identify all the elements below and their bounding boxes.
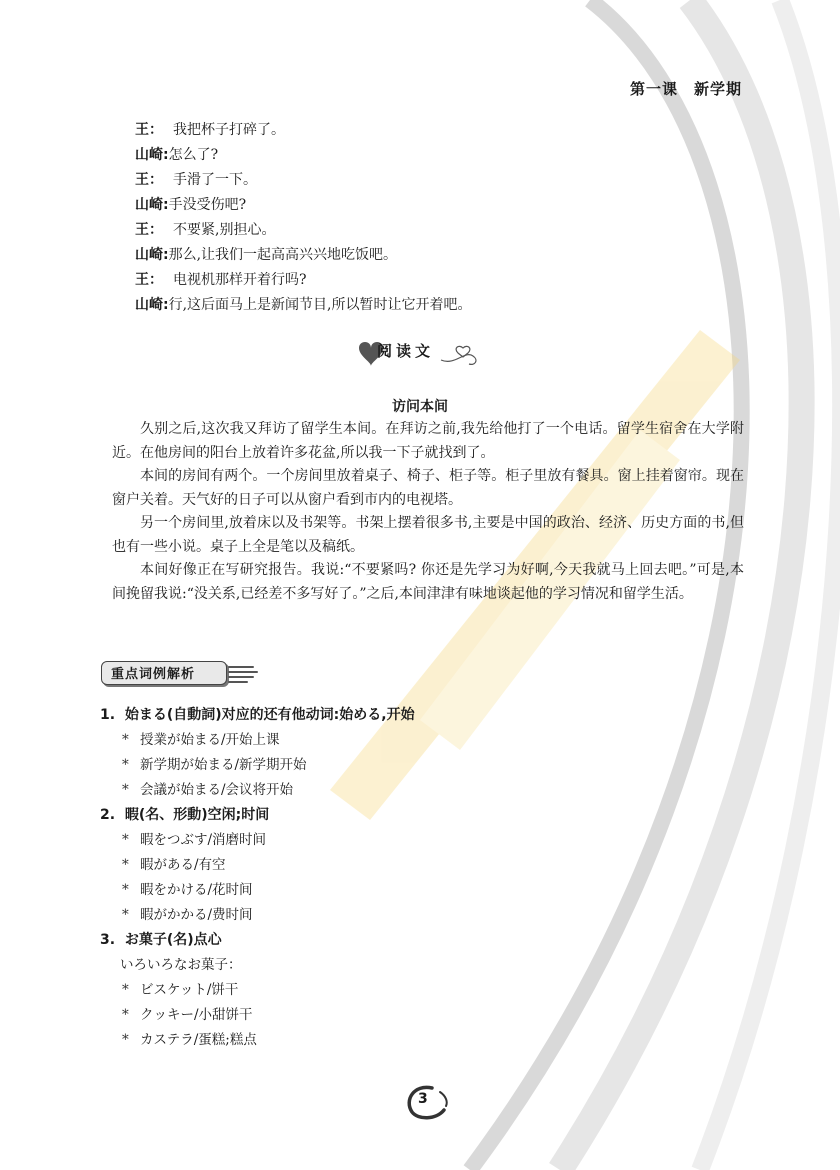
speaker: 山崎: (135, 297, 169, 313)
reading-section-badge (355, 336, 485, 370)
dialogue-line (135, 293, 755, 318)
reading-section-title: 阅读文 (377, 342, 435, 360)
paragraph: 久别之后,这次我又拜访了留学生本间。在拜访之前,我先给他打了一个电话。留学生宿舍在大学附近。在他房间的阳台上放着许多花盆,所以我一下子就找到了。 (112, 421, 744, 461)
asterisk-bullet-icon: * (122, 907, 129, 923)
speaker: 山崎: (135, 247, 169, 263)
example-item: * 暇がかかる/费时间 (100, 903, 760, 928)
dialogue-line (135, 268, 755, 293)
asterisk-bullet-icon: * (122, 832, 129, 848)
entry-number: 3. (100, 932, 116, 948)
utterance: 我把杯子打碎了。 (173, 122, 285, 138)
vocab-entry-heading (100, 928, 760, 953)
entry-number: 1. (100, 707, 116, 723)
article-title: 访问本间 (392, 399, 448, 415)
asterisk-bullet-icon: * (122, 857, 129, 873)
utterance: 电视机那样开着行吗? (173, 272, 307, 288)
key-words-badge (101, 659, 261, 687)
dialogue-block (135, 118, 755, 318)
utterance: 手滑了一下。 (173, 172, 257, 188)
vocab-entry-heading (100, 703, 760, 728)
speaker: 山崎: (135, 147, 169, 163)
entry-title: 始まる(自動詞)对应的还有他动词:始める,开始 (124, 707, 415, 723)
entry-intro: いろいろなお菓子： (120, 957, 242, 973)
entry-title: お菓子(名)点心 (124, 932, 222, 948)
example-item: * カステラ/蛋糕;糕点 (100, 1028, 760, 1053)
asterisk-bullet-icon: * (122, 782, 129, 798)
vocab-entry-heading (100, 803, 760, 828)
asterisk-bullet-icon: * (122, 882, 129, 898)
example-item: * ビスケット/饼干 (100, 978, 760, 1003)
key-words-title: 重点词例解析 (111, 667, 196, 682)
utterance: 手没受伤吧? (168, 197, 247, 213)
dialogue-line (135, 218, 755, 243)
pointing-hand-icon (227, 661, 259, 687)
dialogue-line (135, 243, 755, 268)
utterance: 不要紧,别担心。 (173, 222, 276, 238)
dialogue-line (135, 143, 755, 168)
speaker: 王： (135, 172, 163, 188)
entry-number: 2. (100, 807, 116, 823)
dialogue-line (135, 193, 755, 218)
page-number-badge (402, 1082, 452, 1122)
dialogue-line (135, 118, 755, 143)
speaker: 山崎: (135, 197, 169, 213)
example-item: * 新学期が始まる/新学期开始 (100, 753, 760, 778)
utterance: 怎么了? (168, 147, 219, 163)
asterisk-bullet-icon: * (122, 1007, 129, 1023)
speaker: 王： (135, 122, 163, 138)
utterance: 那么,让我们一起高高兴兴地吃饭吧。 (168, 247, 398, 263)
example-item: * クッキー/小甜饼干 (100, 1003, 760, 1028)
example-item: * 暇をかける/花时间 (100, 878, 760, 903)
page-number: 3 (418, 1091, 428, 1107)
utterance: 行,这后面马上是新闻节目,所以暂时让它开着吧。 (168, 297, 472, 313)
example-item: * 暇をつぶす/消磨时间 (100, 828, 760, 853)
paragraph: 本间好像正在写研究报告。我说:“不要紧吗? 你还是先学习为好啊,今天我就马上回去吧。”可是,本间挽留我说:“没关系,已经差不多写好了。”之后,本间津津有味地谈起他的学习情况和留学生活。 (112, 562, 744, 602)
example-item: * 会議が始まる/会议将开始 (100, 778, 760, 803)
asterisk-bullet-icon: * (122, 732, 129, 748)
vocabulary-list (100, 703, 760, 1053)
dialogue-line (135, 168, 755, 193)
entry-title: 暇(名、形動)空闲;时间 (124, 807, 270, 823)
speaker: 王： (135, 272, 163, 288)
paragraph: 另一个房间里,放着床以及书架等。书架上摆着很多书,主要是中国的政治、经济、历史方面的书,但也有一些小说。桌子上全是笔以及稿纸。 (112, 515, 744, 555)
example-item: * 授業が始まる/开始上课 (100, 728, 760, 753)
chapter-title: 第一课 新学期 (629, 80, 742, 98)
reading-article (112, 418, 744, 606)
speaker: 王： (135, 222, 163, 238)
asterisk-bullet-icon: * (122, 982, 129, 998)
paragraph: 本间的房间有两个。一个房间里放着桌子、椅子、柜子等。柜子里放有餐具。窗上挂着窗帘。现在窗户关着。天气好的日子可以从窗户看到市内的电视塔。 (112, 468, 744, 508)
asterisk-bullet-icon: * (122, 1032, 129, 1048)
example-item: * 暇がある/有空 (100, 853, 760, 878)
asterisk-bullet-icon: * (122, 757, 129, 773)
